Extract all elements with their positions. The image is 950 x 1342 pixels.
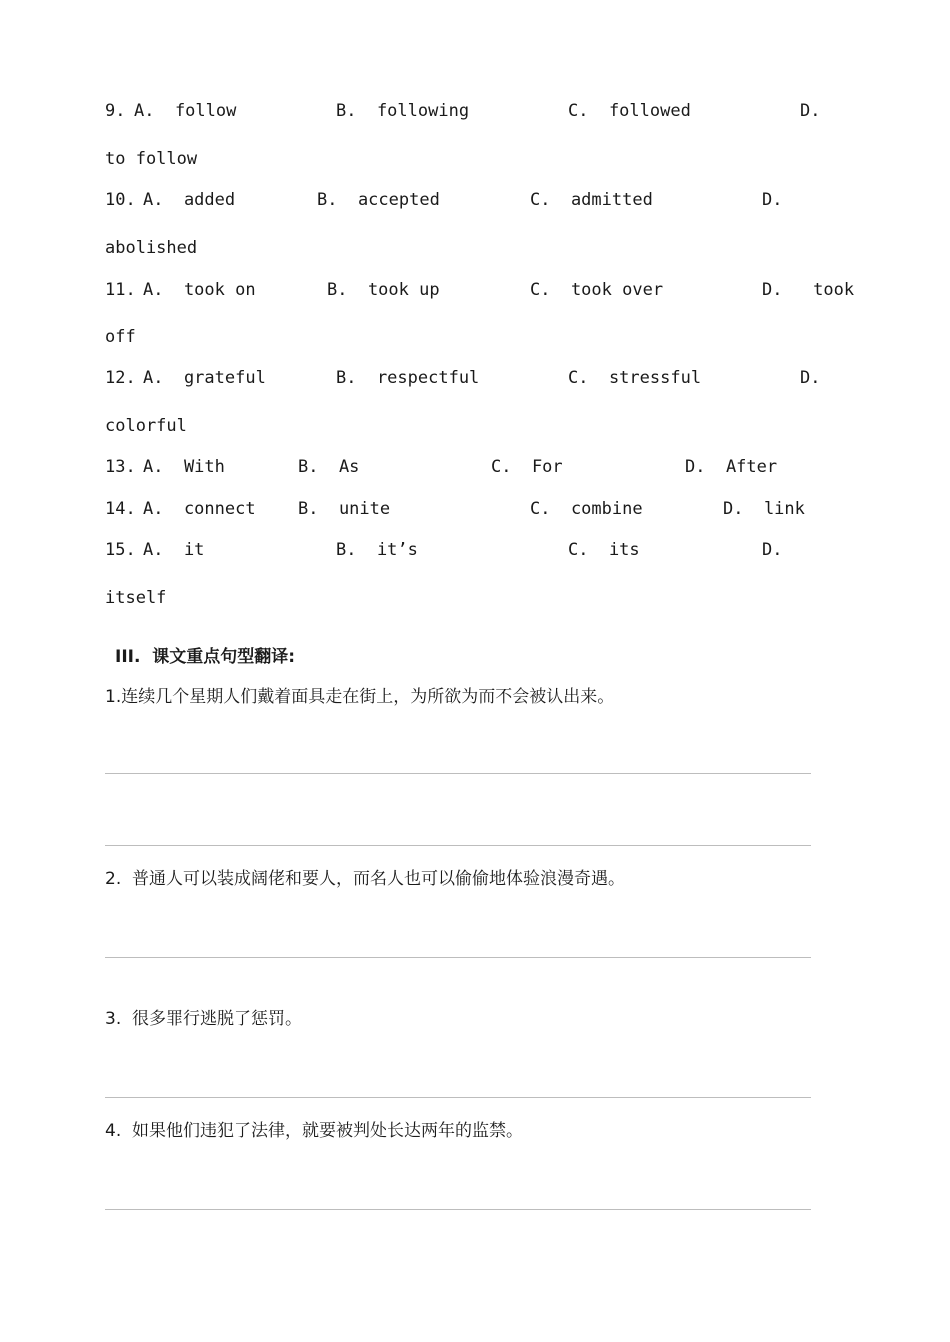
answer-line [105,957,811,958]
q12-option-d-text: colorful [105,416,187,436]
q9-number: 9. [105,101,126,121]
translation-prompt-2: 2. 普通人可以装成阔佬和要人，而名人也可以偷偷地体验浪漫奇遇。 [105,869,626,889]
q14-number: 14. [105,499,136,519]
answer-line [105,773,811,774]
q10-option-d: D. [762,190,783,210]
q11-option-d: D. took [762,280,855,300]
q12-option-b: B. respectful [336,368,480,388]
q9-option-d: D. [800,101,821,121]
q10-option-a: A. added [143,190,236,210]
q9-option-d-text: to follow [105,149,198,169]
q12-option-a: A. grateful [143,368,266,388]
q12-option-d: D. [800,368,821,388]
q9-option-b: B. following [336,101,470,121]
q14-option-d: D. link [723,499,805,519]
answer-line [105,845,811,846]
q15-option-c: C. its [568,540,640,560]
q15-option-d-text: itself [105,588,167,608]
q9-option-a: A. follow [134,101,237,121]
q15-option-b: B. it’s [336,540,418,560]
answer-line [105,1209,811,1210]
q11-number: 11. [105,280,136,300]
q15-number: 15. [105,540,136,560]
q10-option-c: C. admitted [530,190,653,210]
q11-option-c: C. took over [530,280,664,300]
q11-option-a: A. took on [143,280,256,300]
answer-line [105,1097,811,1098]
q12-option-c: C. stressful [568,368,702,388]
q13-option-a: A. With [143,457,225,477]
q15-option-a: A. it [143,540,205,560]
q14-option-b: B. unite [298,499,391,519]
q13-option-c: C. For [491,457,563,477]
translation-prompt-4: 4. 如果他们违犯了法律，就要被判处长达两年的监禁。 [105,1121,524,1141]
q11-option-d-text: off [105,327,136,347]
translation-prompt-1: 1.连续几个星期人们戴着面具走在街上，为所欲为而不会被认出来。 [105,687,615,707]
q10-option-d-text: abolished [105,238,198,258]
q11-option-b: B. took up [327,280,440,300]
translation-prompt-3: 3. 很多罪行逃脱了惩罚。 [105,1009,303,1029]
q13-option-d: D. After [685,457,778,477]
section-title: III. 课文重点句型翻译: [115,647,296,667]
q13-option-b: B. As [298,457,360,477]
q14-option-a: A. connect [143,499,256,519]
q10-option-b: B. accepted [317,190,440,210]
q13-number: 13. [105,457,136,477]
q10-number: 10. [105,190,136,210]
q9-option-c: C. followed [568,101,691,121]
q12-number: 12. [105,368,136,388]
q14-option-c: C. combine [530,499,643,519]
q15-option-d: D. [762,540,783,560]
